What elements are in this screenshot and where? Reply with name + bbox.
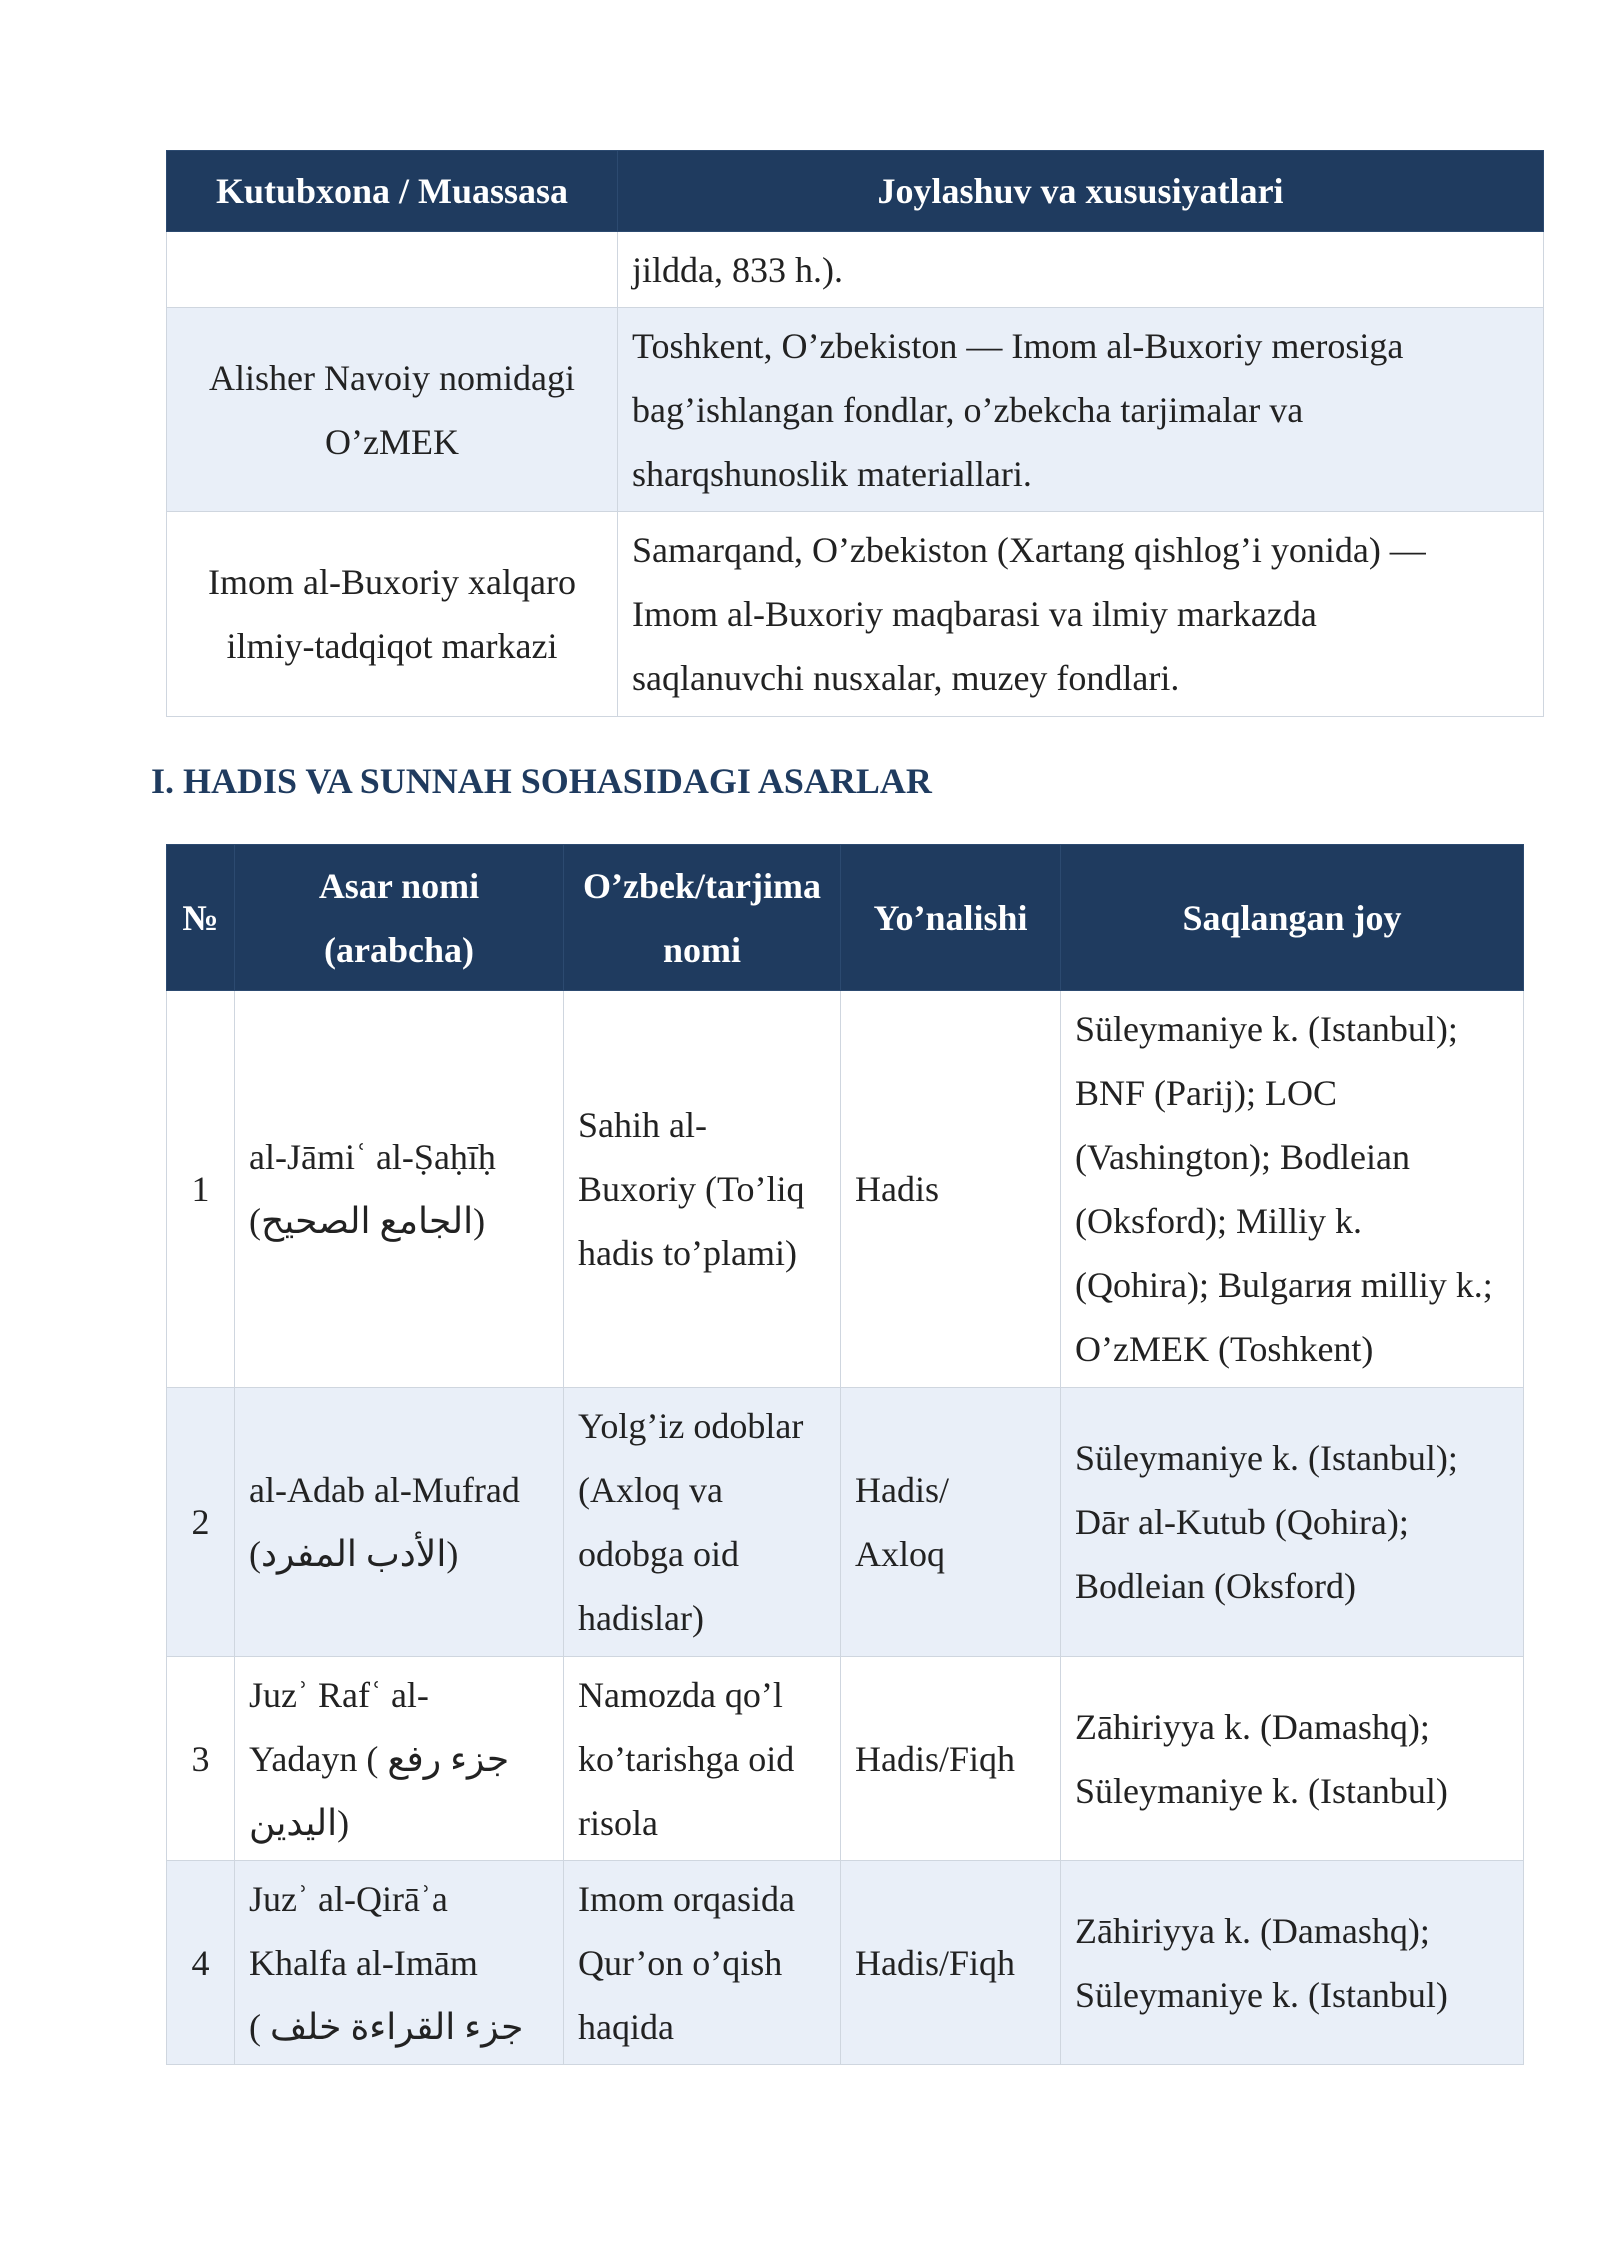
section-heading: I. HADIS VA SUNNAH SOHASIDAGI ASARLAR: [151, 761, 932, 801]
translation-line: Namozda qo’l: [578, 1674, 783, 1715]
header-field: [841, 845, 1061, 991]
work-title-line: ( جزء القراءة خلف: [249, 2006, 524, 2047]
header-translation-line: O’zbek/tarjima: [583, 865, 821, 906]
work-title-line: Juzʾ al-Qirāʾa: [249, 1878, 448, 1919]
translation-cell: [564, 1861, 841, 2065]
work-title-cell: [235, 1388, 564, 1657]
table-row: [167, 1388, 1524, 1657]
field-line: Hadis/Fiqh: [855, 1738, 1016, 1779]
translation-line: Yolg’iz odoblar: [578, 1406, 804, 1446]
header-translation: [564, 845, 841, 991]
location-details-line: jildda, 833 h.).: [632, 249, 843, 290]
table-row: [167, 1861, 1524, 2065]
storage-location-line: (Qohira); Bulgarия milliy k.;: [1075, 1265, 1493, 1305]
storage-location-line: (Vashington); Bodleian: [1075, 1137, 1410, 1177]
header-number-line: №: [182, 897, 219, 938]
location-details-line: saqlanuvchi nusxalar, muzey fondlari.: [632, 658, 1180, 698]
header-number: [167, 845, 235, 991]
translation-line: risola: [578, 1802, 658, 1843]
number-cell: [167, 1388, 235, 1657]
header-storage-location: [1061, 845, 1524, 991]
storage-location-line: Zāhiriyya k. (Damashq);: [1075, 1706, 1430, 1747]
translation-line: haqida: [578, 2006, 674, 2047]
storage-location-line: Süleymaniye k. (Istanbul): [1075, 1770, 1448, 1811]
field-cell: [841, 1388, 1061, 1657]
storage-location-line: O’zMEK (Toshkent): [1075, 1329, 1374, 1369]
storage-location-line: Süleymaniye k. (Istanbul);: [1075, 1438, 1458, 1478]
storage-location-line: Bodleian (Oksford): [1075, 1566, 1356, 1606]
translation-line: Qur’on o’qish: [578, 1942, 783, 1983]
header-field-line: Yo’nalishi: [873, 897, 1028, 938]
hadith-works-table-header-row: [167, 845, 1524, 991]
header-work-title-line: Asar nomi: [318, 865, 480, 906]
number-line: 3: [191, 1738, 210, 1779]
location-details-line: bag’ishlangan fondlar, o’zbekcha tarjimalar va: [632, 389, 1304, 430]
storage-location-cell: [1061, 1388, 1524, 1657]
header-institution: [167, 151, 618, 232]
header-storage-location-line: Saqlangan joy: [1182, 897, 1402, 938]
translation-line: odobga oid: [578, 1534, 739, 1574]
location-details-line: Samarqand, O’zbekiston (Xartang qishlog’i yonida) —: [632, 530, 1426, 570]
work-title-cell: [235, 1657, 564, 1861]
work-title-line: al-Jāmiʿ al-Ṣaḥīḥ: [249, 1137, 496, 1177]
libraries-table-body: [167, 232, 1544, 717]
work-title-line: Yadayn ( جزء رفع: [249, 1738, 510, 1779]
header-location-details-label: Joylashuv va xususiyatlari: [877, 171, 1284, 211]
translation-cell: [564, 1388, 841, 1657]
work-title-line: Juzʾ Rafʿ al-: [249, 1674, 429, 1715]
table-row: [167, 232, 1544, 308]
work-title-line: (الجامع الصحيح): [249, 1201, 486, 1241]
translation-line: hadis to’plami): [578, 1233, 797, 1273]
location-details-cell: [618, 308, 1544, 512]
location-details-cell: [618, 512, 1544, 717]
header-translation-line: nomi: [662, 929, 741, 970]
libraries-table-header-row: [167, 151, 1544, 232]
institution-line: O’zMEK: [325, 421, 459, 462]
location-details-cell: [618, 232, 1544, 308]
translation-line: ko’tarishga oid: [578, 1738, 795, 1779]
field-cell: [841, 1861, 1061, 2065]
number-cell: [167, 991, 235, 1388]
field-line: Hadis/: [855, 1470, 949, 1510]
storage-location-cell: [1061, 1657, 1524, 1861]
work-title-line: (الأدب المفرد): [249, 1534, 459, 1574]
header-work-title-line: (arabcha): [324, 929, 474, 970]
institution-cell: [167, 512, 618, 717]
institution-line: Alisher Navoiy nomidagi: [209, 357, 575, 398]
table-row: [167, 1657, 1524, 1861]
work-title-cell: [235, 1861, 564, 2065]
institution-line: Imom al-Buxoriy xalqaro: [208, 562, 576, 602]
work-title-line: اليدين): [249, 1802, 350, 1843]
field-line: Axloq: [855, 1534, 945, 1574]
header-work-title: [235, 845, 564, 991]
number-cell: [167, 1861, 235, 2065]
storage-location-cell: [1061, 1861, 1524, 2065]
work-title-line: al-Adab al-Mufrad: [249, 1470, 520, 1510]
translation-line: Buxoriy (To’liq: [578, 1169, 805, 1209]
number-line: 2: [191, 1502, 210, 1542]
field-cell: [841, 991, 1061, 1388]
storage-location-line: Dār al-Kutub (Qohira);: [1075, 1502, 1409, 1542]
institution-cell: [167, 308, 618, 512]
storage-location-line: (Oksford); Milliy k.: [1075, 1201, 1362, 1241]
number-line: 1: [191, 1169, 210, 1209]
header-location-details: [618, 151, 1544, 232]
number-cell: [167, 1657, 235, 1861]
translation-line: (Axloq va: [578, 1470, 723, 1510]
storage-location-line: BNF (Parij); LOC: [1075, 1073, 1338, 1113]
table-row: [167, 512, 1544, 717]
header-institution-label: Kutubxona / Muassasa: [215, 171, 569, 211]
field-cell: [841, 1657, 1061, 1861]
field-line: Hadis/Fiqh: [855, 1942, 1016, 1983]
institution-line: ilmiy-tadqiqot markazi: [226, 626, 558, 666]
translation-cell: [564, 991, 841, 1388]
storage-location-cell: [1061, 991, 1524, 1388]
location-details-line: Toshkent, O’zbekiston — Imom al-Buxoriy merosiga: [632, 325, 1404, 366]
translation-line: hadislar): [578, 1598, 704, 1638]
translation-cell: [564, 1657, 841, 1861]
storage-location-line: Zāhiriyya k. (Damashq);: [1075, 1910, 1430, 1951]
table-row: [167, 991, 1524, 1388]
work-title-cell: [235, 991, 564, 1388]
hadith-works-table-body: [167, 991, 1524, 2065]
location-details-line: sharqshunoslik materiallari.: [632, 453, 1032, 494]
translation-line: Imom orqasida: [578, 1878, 795, 1919]
institution-cell: [167, 232, 618, 308]
table-row: [167, 308, 1544, 512]
location-details-line: Imom al-Buxoriy maqbarasi va ilmiy markazda: [632, 594, 1317, 634]
libraries-table: [166, 150, 1544, 717]
field-line: Hadis: [855, 1169, 939, 1209]
storage-location-line: Süleymaniye k. (Istanbul): [1075, 1974, 1448, 2015]
number-line: 4: [191, 1942, 210, 1983]
hadith-works-table: [166, 844, 1524, 2065]
storage-location-line: Süleymaniye k. (Istanbul);: [1075, 1009, 1458, 1049]
translation-line: Sahih al-: [578, 1105, 707, 1145]
work-title-line: Khalfa al-Imām: [249, 1942, 478, 1983]
